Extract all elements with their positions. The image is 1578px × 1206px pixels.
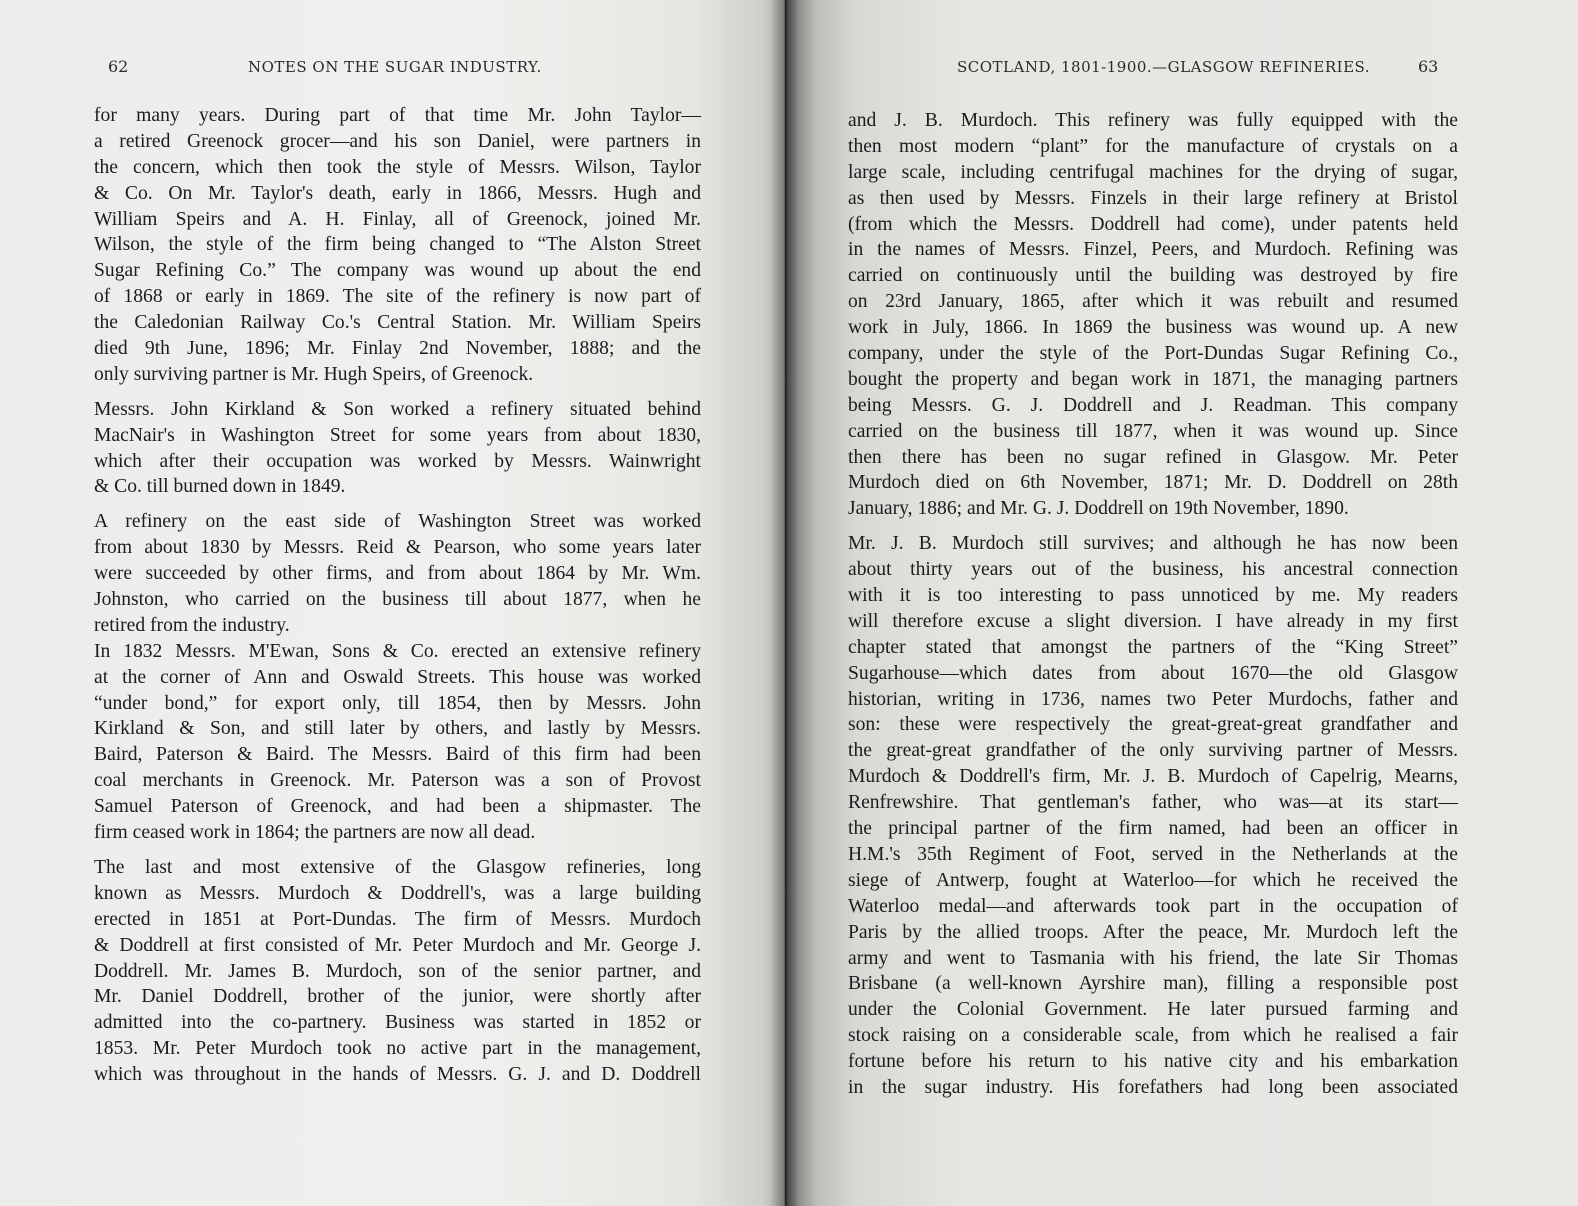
- text-line: MacNair's in Washington Street for some years from about 1830,: [94, 424, 701, 446]
- text-line: the Caledonian Railway Co.'s Central Station. Mr. William Speirs: [94, 312, 701, 334]
- text-line: company, under the style of the Port-Dundas Sugar Refining Co.,: [848, 343, 1458, 365]
- paragraph-gap: [94, 846, 701, 855]
- text-line: Kirkland & Son, and still later by others, and lastly by Messrs.: [94, 718, 701, 740]
- text-line: Sugarhouse—which dates from about 1670—the old Glasgow: [848, 662, 1458, 684]
- text-line: In 1832 Messrs. M'Ewan, Sons & Co. erected an extensive refinery: [94, 640, 701, 662]
- text-line: The last and most extensive of the Glasgow refineries, long: [94, 856, 701, 878]
- paragraph-gap: [94, 500, 701, 509]
- text-line: son: these were respectively the great-great-great grandfather and: [848, 714, 1458, 736]
- text-line: as then used by Messrs. Finzels in their large refinery at Bristol: [848, 187, 1458, 209]
- text-line: carried on continuously until the building was destroyed by fire: [848, 265, 1458, 287]
- text-line: for many years. During part of that time Mr. John Taylor—: [94, 105, 701, 126]
- text-line: chapter stated that amongst the partners of the “King Street”: [848, 636, 1458, 658]
- text-line: under the Colonial Government. He later pursued farming and: [848, 999, 1458, 1021]
- text-line: Messrs. John Kirkland & Son worked a refinery situated behind: [94, 398, 701, 420]
- text-line: died 9th June, 1896; Mr. Finlay 2nd November, 1888; and the: [94, 338, 701, 360]
- text-line: Renfrewshire. That gentleman's father, who was—at its start—: [848, 792, 1458, 814]
- book-gutter: [770, 0, 800, 1206]
- text-line: the principal partner of the firm named, had been an officer in: [848, 818, 1458, 840]
- text-line: about thirty years out of the business, his ancestral connection: [848, 559, 1458, 581]
- text-line: will therefore excuse a slight diversion. I have already in my first: [848, 610, 1458, 632]
- text-line: Baird, Paterson & Baird. The Messrs. Baird of this firm had been: [94, 744, 701, 766]
- text-line: in the names of Messrs. Finzel, Peers, and Murdoch. Refining was: [848, 239, 1458, 261]
- text-line: army and went to Tasmania with his friend, the late Sir Thomas: [848, 947, 1458, 969]
- text-line: Wilson, the style of the firm being changed to “The Alston Street: [94, 234, 701, 256]
- text-line: with it is too interesting to pass unnoticed by me. My readers: [848, 585, 1458, 607]
- text-line: Doddrell. Mr. James B. Murdoch, son of the senior partner, and: [94, 960, 701, 982]
- text-line: Waterloo medal—and afterwards took part in the occupation of: [848, 895, 1458, 917]
- paragraph-gap: [848, 522, 1458, 531]
- right-page-body: [848, 108, 1458, 1101]
- text-line: H.M.'s 35th Regiment of Foot, served in the Netherlands at the: [848, 843, 1458, 865]
- text-line: 1853. Mr. Peter Murdoch took no active part in the management,: [94, 1038, 701, 1060]
- text-line: William Speirs and A. H. Finlay, all of Greenock, joined Mr.: [94, 208, 701, 230]
- text-line: & Co. till burned down in 1849.: [94, 476, 346, 498]
- text-line: firm ceased work in 1864; the partners are now all dead.: [94, 822, 536, 844]
- text-line: erected in 1851 at Port-Dundas. The firm of Messrs. Murdoch: [94, 908, 701, 930]
- text-line: Murdoch & Doddrell's firm, Mr. J. B. Murdoch of Capelrig, Mearns,: [848, 766, 1458, 788]
- text-line: siege of Antwerp, fought at Waterloo—for which he received the: [848, 869, 1458, 891]
- text-line: which was throughout in the hands of Messrs. G. J. and D. Doddrell: [94, 1064, 701, 1086]
- text-line: admitted into the co-partnery. Business was started in 1852 or: [94, 1012, 701, 1034]
- text-line: stock raising on a considerable scale, from which he realised a fair: [848, 1025, 1458, 1047]
- text-line: which after their occupation was worked by Messrs. Wainwright: [94, 450, 701, 472]
- text-line: Brisbane (a well-known Ayrshire man), filling a responsible post: [848, 973, 1458, 995]
- text-line: from about 1830 by Messrs. Reid & Pearson, who some years later: [94, 537, 701, 559]
- left-page-body: [94, 103, 701, 1088]
- text-line: Mr. Daniel Doddrell, brother of the junior, were shortly after: [94, 986, 701, 1008]
- right-page: [785, 0, 1578, 1206]
- text-line: Paris by the allied troops. After the peace, Mr. Murdoch left the: [848, 921, 1458, 943]
- text-line: large scale, including centrifugal machines for the drying of sugar,: [848, 161, 1458, 183]
- left-page: [0, 0, 785, 1206]
- text-line: (from which the Messrs. Doddrell had come), under patents held: [848, 213, 1458, 235]
- text-line: in the sugar industry. His forefathers had long been associated: [848, 1076, 1458, 1098]
- text-line: the concern, which then took the style of Messrs. Wilson, Taylor: [94, 156, 701, 178]
- text-line: historian, writing in 1736, names two Peter Murdochs, father and: [848, 688, 1458, 710]
- text-line: Samuel Paterson of Greenock, and had been a shipmaster. The: [94, 796, 701, 818]
- running-head-right: SCOTLAND, 1801-1900.—GLASGOW REFINERIES.: [957, 58, 1371, 76]
- text-line: known as Messrs. Murdoch & Doddrell's, was a large building: [94, 882, 701, 904]
- text-line: and J. B. Murdoch. This refinery was fully equipped with the: [848, 110, 1458, 131]
- text-line: fortune before his return to his native city and his embarkation: [848, 1051, 1458, 1073]
- text-line: & Co. On Mr. Taylor's death, early in 1866, Messrs. Hugh and: [94, 182, 701, 204]
- text-line: work in July, 1866. In 1869 the business was wound up. A new: [848, 317, 1458, 339]
- text-line: on 23rd January, 1865, after which it was rebuilt and resumed: [848, 291, 1458, 313]
- text-line: January, 1886; and Mr. G. J. Doddrell on 19th November, 1890.: [848, 498, 1349, 520]
- text-line: were succeeded by other firms, and from about 1864 by Mr. Wm.: [94, 563, 701, 585]
- text-line: then most modern “plant” for the manufacture of crystals on a: [848, 135, 1458, 157]
- text-line: carried on the business till 1877, when it was wound up. Since: [848, 420, 1458, 442]
- text-line: Mr. J. B. Murdoch still survives; and although he has now been: [848, 533, 1458, 555]
- text-line: bought the property and began work in 1871, the managing partners: [848, 368, 1458, 390]
- text-line: at the corner of Ann and Oswald Streets. This house was worked: [94, 666, 701, 688]
- text-line: & Doddrell at first consisted of Mr. Peter Murdoch and Mr. George J.: [94, 934, 701, 956]
- page-number-right: 63: [1418, 57, 1439, 76]
- text-line: a retired Greenock grocer—and his son Daniel, were partners in: [94, 130, 701, 152]
- text-line: coal merchants in Greenock. Mr. Paterson was a son of Provost: [94, 770, 701, 792]
- text-line: being Messrs. G. J. Doddrell and J. Readman. This company: [848, 394, 1458, 416]
- text-line: then there has been no sugar refined in Glasgow. Mr. Peter: [848, 446, 1458, 468]
- text-line: Sugar Refining Co.” The company was wound up about the end: [94, 260, 701, 282]
- text-line: of 1868 or early in 1869. The site of the refinery is now part of: [94, 286, 701, 308]
- text-line: only surviving partner is Mr. Hugh Speirs, of Greenock.: [94, 363, 534, 385]
- text-line: retired from the industry.: [94, 614, 290, 636]
- text-line: the great-great grandfather of the only surviving partner of Messrs.: [848, 740, 1458, 762]
- text-line: “under bond,” for export only, till 1854, then by Messrs. John: [94, 692, 701, 714]
- paragraph-gap: [94, 388, 701, 397]
- text-line: A refinery on the east side of Washington Street was worked: [94, 511, 701, 533]
- text-line: Murdoch died on 6th November, 1871; Mr. D. Doddrell on 28th: [848, 472, 1458, 494]
- running-head-left: NOTES ON THE SUGAR INDUSTRY.: [248, 58, 542, 76]
- page-number-left: 62: [108, 57, 129, 76]
- text-line: Johnston, who carried on the business till about 1877, when he: [94, 589, 701, 611]
